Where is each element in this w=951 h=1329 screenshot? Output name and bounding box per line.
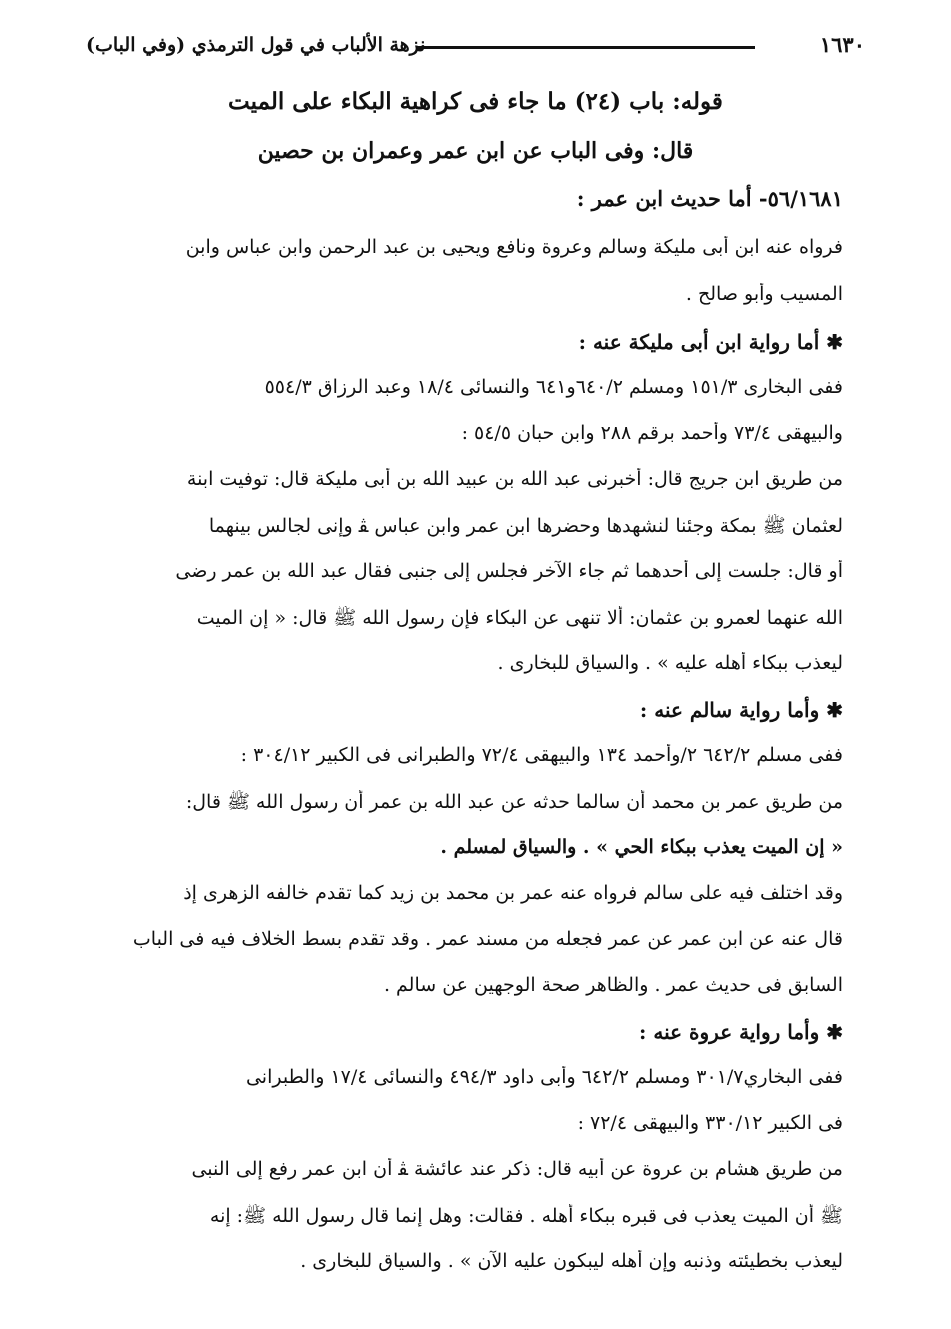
header-rule <box>416 46 755 49</box>
section-heading-text: أما رواية ابن أبى مليكة عنه : <box>578 330 820 354</box>
text-line: من طريق عمر بن محمد أن سالما حدثه عن عبد الله بن عمر أن رسول الله ﷺ قال: <box>185 791 843 813</box>
section-heading-text: وأما رواية عروة عنه : <box>639 1020 820 1044</box>
page-header <box>86 30 865 66</box>
reference-line: فى الكبير ٣٣٠/١٢ والبيهقى ٧٢/٤ : <box>577 1112 843 1134</box>
text-line: ليعذب بخطيئته وذنبه وإن أهله ليبكون عليه الآن » . والسياق للبخارى . <box>300 1250 843 1272</box>
star-icon: ✱ <box>826 1020 843 1044</box>
chapter-subtitle: قال: وفى الباب عن ابن عمر وعمران بن حصين <box>257 138 694 164</box>
reference-line: ففى البخارى ١٥١/٣ ومسلم ٦٤٠/٢و٦٤١ والنسائى ١٨/٤ وعبد الرزاق ٥٥٤/٣ <box>264 376 843 398</box>
section-heading <box>639 1020 843 1044</box>
star-icon: ✱ <box>826 330 843 354</box>
reference-line: والبيهقى ٧٣/٤ وأحمد برقم ٢٨٨ وابن حبان ٥٤/٥ : <box>461 422 843 444</box>
page-number: ١٦٣٠ <box>819 32 865 57</box>
text-line: أو قال: جلست إلى أحدهما ثم جاء الآخر فجلس إلى جنبى فقال عبد الله بن عمر رضى <box>175 560 843 582</box>
text-line: الله عنهما لعمرو بن عثمان: ألا تنهى عن البكاء فإن رسول الله ﷺ قال: « إن الميت <box>196 607 843 629</box>
text-line: لعثمان ﷺ بمكة وجئنا لنشهدها وحضرها ابن عمر وابن عباس ﭭ وإنى لجالس بينهما <box>208 515 843 537</box>
text-line: وقد اختلف فيه على سالم فرواه عنه عمر بن محمد بن زيد كما تقدم خالفه الزهرى إذ <box>183 882 843 904</box>
section-heading-text: وأما رواية سالم عنه : <box>639 698 820 722</box>
text-line: من طريق ابن جريج قال: أخبرنى عبد الله بن عبيد الله بن أبى مليكة قال: توفيت ابنة <box>186 468 843 490</box>
reference-line: ففى البخاري٣٠١/٧ ومسلم ٦٤٢/٢ وأبى داود ٤٩٤/٣ والنسائى ١٧/٤ والطبرانى <box>245 1066 843 1088</box>
hadith-heading: ٥٦/١٦٨١- أما حديث ابن عمر : <box>576 186 843 211</box>
chapter-title: قوله: باب (٢٤) ما جاء فى كراهية البكاء على الميت <box>228 88 723 115</box>
text-line: من طريق هشام بن عروة عن أبيه قال: ذكر عند عائشة ﭭ أن ابن عمر رفع إلى النبى <box>191 1158 843 1180</box>
text-line: قال عنه عن ابن عمر عن عمر فجعله من مسند عمر . وقد تقدم بسط الخلاف فيه فى الباب <box>132 928 843 950</box>
reference-line: ففى مسلم ٦٤٢/٢ ٢/وأحمد ١٣٤ والبيهقى ٧٢/٤ والطبرانى فى الكبير ٣٠٤/١٢ : <box>240 744 843 766</box>
section-heading <box>579 330 843 354</box>
running-title: نزهة الألباب في قول الترمذي (وفي الباب) <box>86 34 426 56</box>
text-line: ليعذب ببكاء أهله عليه » . والسياق للبخارى . <box>497 652 843 674</box>
text-line: ﷺ أن الميت يعذب فى قبره ببكاء أهله . فقالت: وهل إنما قال رسول الله ﷺ: إنه <box>209 1205 843 1227</box>
star-icon: ✱ <box>826 698 843 722</box>
intro-line: المسيب وأبو صالح . <box>685 283 843 305</box>
text-line: السابق فى حديث عمر . والظاهر صحة الوجهين عن سالم . <box>383 974 843 996</box>
text-line: « إن الميت يعذب ببكاء الحي » . والسياق لمسلم . <box>440 836 843 858</box>
section-heading <box>640 698 843 722</box>
intro-line: فرواه عنه ابن أبى مليكة وسالم وعروة ونافع ويحيى بن عبد الرحمن وابن عباس وابن <box>185 236 843 258</box>
